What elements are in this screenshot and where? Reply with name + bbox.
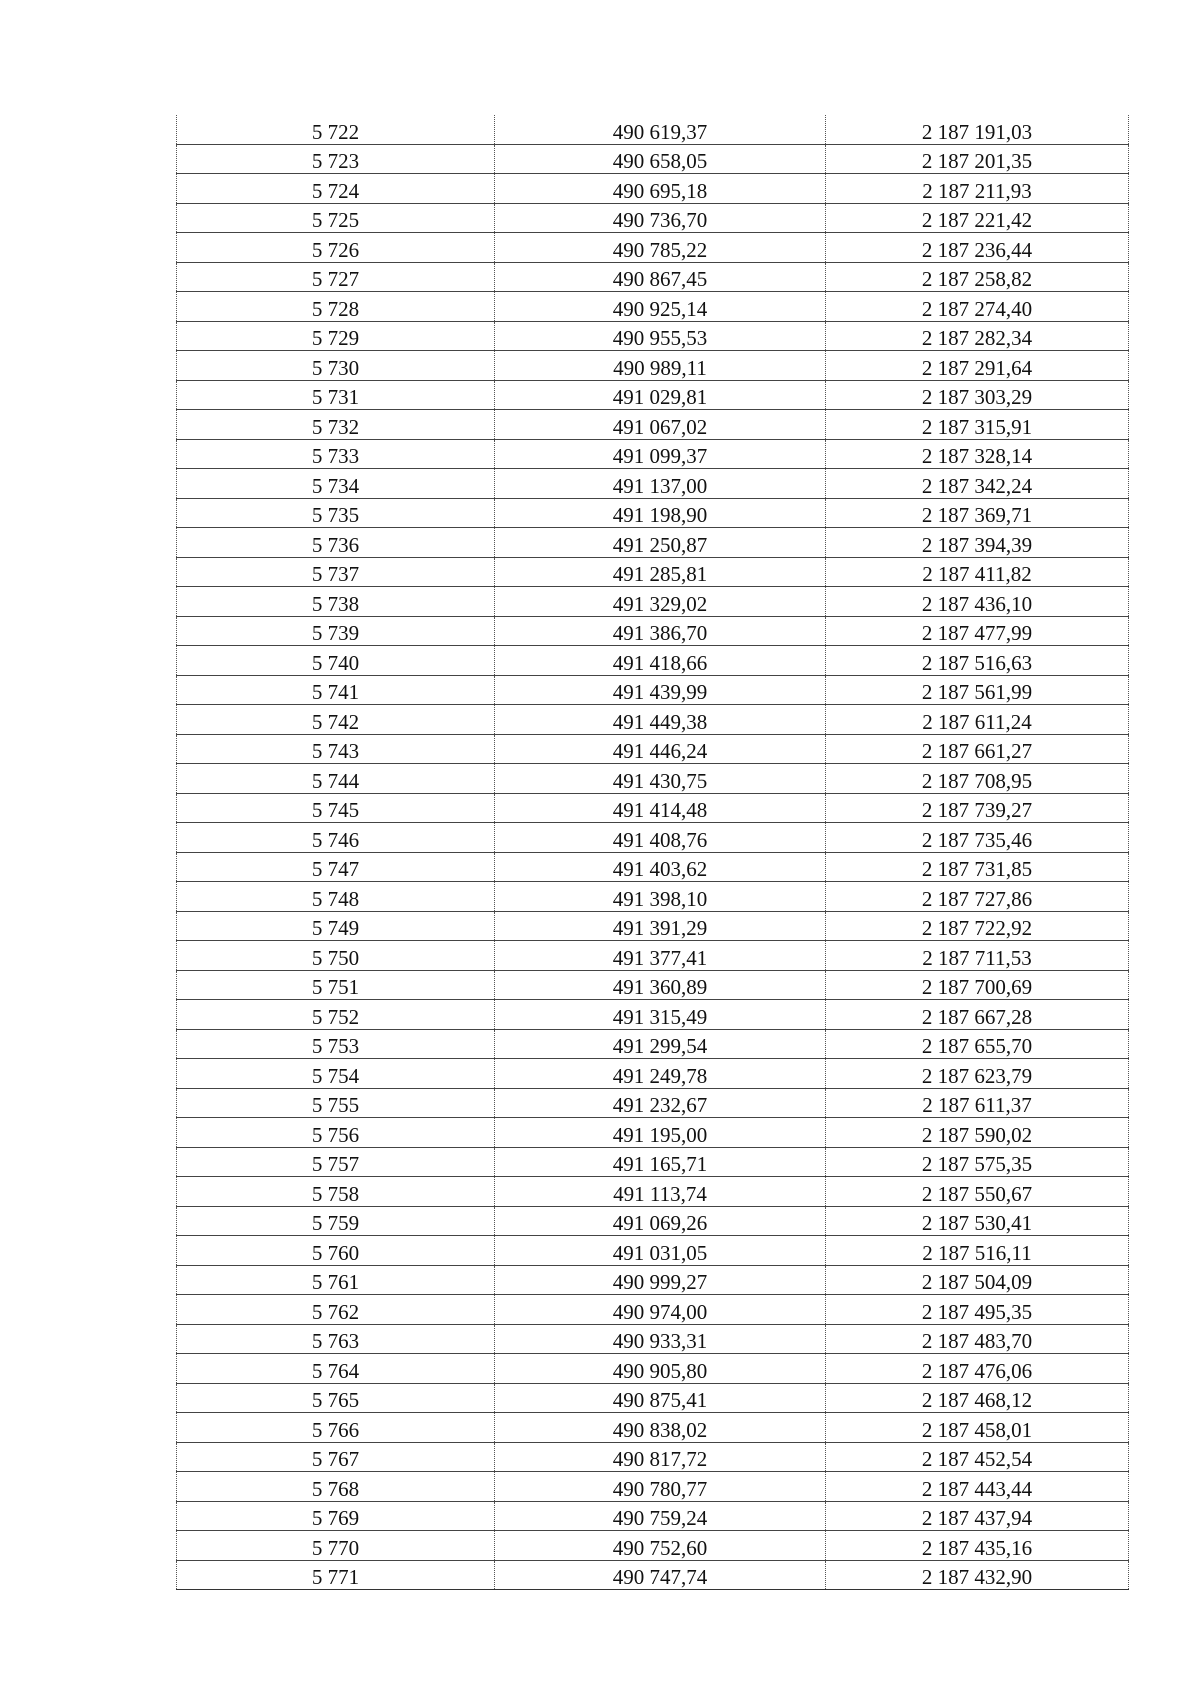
y-coordinate-cell: 2 187 731,85 [826,852,1129,882]
point-number-cell: 5 723 [177,144,495,174]
point-number-cell: 5 769 [177,1501,495,1531]
x-coordinate-cell: 490 974,00 [495,1295,826,1325]
x-coordinate-cell: 491 418,66 [495,646,826,676]
x-coordinate-cell: 491 029,81 [495,380,826,410]
y-coordinate-cell: 2 187 504,09 [826,1265,1129,1295]
point-number-cell: 5 765 [177,1383,495,1413]
x-coordinate-cell: 490 752,60 [495,1531,826,1561]
point-number-cell: 5 753 [177,1029,495,1059]
x-coordinate-cell: 491 285,81 [495,557,826,587]
x-coordinate-cell: 491 099,37 [495,439,826,469]
point-number-cell: 5 757 [177,1147,495,1177]
y-coordinate-cell: 2 187 516,11 [826,1236,1129,1266]
table-row [177,410,1129,440]
x-coordinate-cell: 491 439,99 [495,675,826,705]
table-row [177,587,1129,617]
x-coordinate-cell: 491 198,90 [495,498,826,528]
y-coordinate-cell: 2 187 291,64 [826,351,1129,381]
table-row [177,1354,1129,1384]
table-row [177,1147,1129,1177]
y-coordinate-cell: 2 187 495,35 [826,1295,1129,1325]
table-row [177,1118,1129,1148]
table-row [177,1265,1129,1295]
table-row [177,1501,1129,1531]
table-row [177,262,1129,292]
table-row [177,1177,1129,1207]
point-number-cell: 5 745 [177,793,495,823]
point-number-cell: 5 760 [177,1236,495,1266]
y-coordinate-cell: 2 187 700,69 [826,970,1129,1000]
y-coordinate-cell: 2 187 739,27 [826,793,1129,823]
table-row [177,941,1129,971]
table-row [177,823,1129,853]
x-coordinate-cell: 491 165,71 [495,1147,826,1177]
x-coordinate-cell: 490 747,74 [495,1560,826,1590]
x-coordinate-cell: 491 430,75 [495,764,826,794]
table-row [177,439,1129,469]
x-coordinate-cell: 491 299,54 [495,1029,826,1059]
point-number-cell: 5 739 [177,616,495,646]
table-row [177,1059,1129,1089]
table-row [177,1413,1129,1443]
point-number-cell: 5 747 [177,852,495,882]
point-number-cell: 5 734 [177,469,495,499]
y-coordinate-cell: 2 187 661,27 [826,734,1129,764]
point-number-cell: 5 749 [177,911,495,941]
table-row [177,705,1129,735]
table-row [177,1295,1129,1325]
y-coordinate-cell: 2 187 468,12 [826,1383,1129,1413]
table-row [177,292,1129,322]
table-row [177,233,1129,263]
x-coordinate-cell: 491 315,49 [495,1000,826,1030]
x-coordinate-cell: 491 449,38 [495,705,826,735]
point-number-cell: 5 730 [177,351,495,381]
x-coordinate-cell: 491 403,62 [495,852,826,882]
x-coordinate-cell: 490 759,24 [495,1501,826,1531]
y-coordinate-cell: 2 187 735,46 [826,823,1129,853]
table-row [177,1531,1129,1561]
point-number-cell: 5 752 [177,1000,495,1030]
point-number-cell: 5 736 [177,528,495,558]
y-coordinate-cell: 2 187 201,35 [826,144,1129,174]
point-number-cell: 5 731 [177,380,495,410]
point-number-cell: 5 743 [177,734,495,764]
x-coordinate-cell: 491 391,29 [495,911,826,941]
y-coordinate-cell: 2 187 483,70 [826,1324,1129,1354]
x-coordinate-cell: 491 031,05 [495,1236,826,1266]
table-row [177,203,1129,233]
x-coordinate-cell: 491 446,24 [495,734,826,764]
x-coordinate-cell: 490 999,27 [495,1265,826,1295]
y-coordinate-cell: 2 187 303,29 [826,380,1129,410]
x-coordinate-cell: 490 905,80 [495,1354,826,1384]
x-coordinate-cell: 490 736,70 [495,203,826,233]
y-coordinate-cell: 2 187 328,14 [826,439,1129,469]
x-coordinate-cell: 491 113,74 [495,1177,826,1207]
point-number-cell: 5 771 [177,1560,495,1590]
table-row [177,1029,1129,1059]
x-coordinate-cell: 490 695,18 [495,174,826,204]
x-coordinate-cell: 490 780,77 [495,1472,826,1502]
table-row [177,351,1129,381]
y-coordinate-cell: 2 187 623,79 [826,1059,1129,1089]
point-number-cell: 5 725 [177,203,495,233]
x-coordinate-cell: 491 249,78 [495,1059,826,1089]
y-coordinate-cell: 2 187 711,53 [826,941,1129,971]
x-coordinate-cell: 490 619,37 [495,115,826,144]
point-number-cell: 5 742 [177,705,495,735]
point-number-cell: 5 756 [177,1118,495,1148]
table-row [177,115,1129,144]
y-coordinate-cell: 2 187 258,82 [826,262,1129,292]
point-number-cell: 5 766 [177,1413,495,1443]
point-number-cell: 5 761 [177,1265,495,1295]
point-number-cell: 5 764 [177,1354,495,1384]
y-coordinate-cell: 2 187 436,10 [826,587,1129,617]
x-coordinate-cell: 490 989,11 [495,351,826,381]
x-coordinate-cell: 491 250,87 [495,528,826,558]
y-coordinate-cell: 2 187 432,90 [826,1560,1129,1590]
point-number-cell: 5 729 [177,321,495,351]
point-number-cell: 5 751 [177,970,495,1000]
table-row [177,1000,1129,1030]
table-row [177,498,1129,528]
point-number-cell: 5 746 [177,823,495,853]
x-coordinate-cell: 490 838,02 [495,1413,826,1443]
y-coordinate-cell: 2 187 477,99 [826,616,1129,646]
point-number-cell: 5 722 [177,115,495,144]
x-coordinate-cell: 491 069,26 [495,1206,826,1236]
table-row [177,1206,1129,1236]
y-coordinate-cell: 2 187 435,16 [826,1531,1129,1561]
y-coordinate-cell: 2 187 394,39 [826,528,1129,558]
y-coordinate-cell: 2 187 282,34 [826,321,1129,351]
point-number-cell: 5 763 [177,1324,495,1354]
table-row [177,852,1129,882]
y-coordinate-cell: 2 187 191,03 [826,115,1129,144]
table-row [177,970,1129,1000]
y-coordinate-cell: 2 187 315,91 [826,410,1129,440]
point-number-cell: 5 735 [177,498,495,528]
y-coordinate-cell: 2 187 708,95 [826,764,1129,794]
y-coordinate-cell: 2 187 437,94 [826,1501,1129,1531]
x-coordinate-cell: 490 867,45 [495,262,826,292]
table-row [177,1560,1129,1590]
x-coordinate-cell: 490 817,72 [495,1442,826,1472]
x-coordinate-cell: 490 658,05 [495,144,826,174]
y-coordinate-cell: 2 187 727,86 [826,882,1129,912]
table-row [177,1383,1129,1413]
y-coordinate-cell: 2 187 575,35 [826,1147,1129,1177]
y-coordinate-cell: 2 187 411,82 [826,557,1129,587]
table-row [177,882,1129,912]
point-number-cell: 5 759 [177,1206,495,1236]
point-number-cell: 5 767 [177,1442,495,1472]
x-coordinate-cell: 491 408,76 [495,823,826,853]
table-row [177,1236,1129,1266]
x-coordinate-cell: 490 933,31 [495,1324,826,1354]
x-coordinate-cell: 491 414,48 [495,793,826,823]
y-coordinate-cell: 2 187 369,71 [826,498,1129,528]
x-coordinate-cell: 491 067,02 [495,410,826,440]
table-row [177,646,1129,676]
y-coordinate-cell: 2 187 611,24 [826,705,1129,735]
table-row [177,1324,1129,1354]
point-number-cell: 5 732 [177,410,495,440]
y-coordinate-cell: 2 187 342,24 [826,469,1129,499]
point-number-cell: 5 768 [177,1472,495,1502]
point-number-cell: 5 748 [177,882,495,912]
x-coordinate-cell: 491 360,89 [495,970,826,1000]
x-coordinate-cell: 491 195,00 [495,1118,826,1148]
y-coordinate-cell: 2 187 550,67 [826,1177,1129,1207]
y-coordinate-cell: 2 187 274,40 [826,292,1129,322]
coordinates-table [176,115,1129,1590]
point-number-cell: 5 737 [177,557,495,587]
point-number-cell: 5 755 [177,1088,495,1118]
table-row [177,528,1129,558]
x-coordinate-cell: 491 386,70 [495,616,826,646]
table-row [177,174,1129,204]
table-row [177,911,1129,941]
table-row [177,380,1129,410]
table-row [177,557,1129,587]
x-coordinate-cell: 490 955,53 [495,321,826,351]
y-coordinate-cell: 2 187 667,28 [826,1000,1129,1030]
x-coordinate-cell: 491 232,67 [495,1088,826,1118]
x-coordinate-cell: 491 137,00 [495,469,826,499]
y-coordinate-cell: 2 187 516,63 [826,646,1129,676]
table-row [177,764,1129,794]
coordinates-table-body [177,115,1129,1590]
table-row [177,144,1129,174]
point-number-cell: 5 741 [177,675,495,705]
table-row [177,734,1129,764]
y-coordinate-cell: 2 187 655,70 [826,1029,1129,1059]
point-number-cell: 5 754 [177,1059,495,1089]
y-coordinate-cell: 2 187 443,44 [826,1472,1129,1502]
y-coordinate-cell: 2 187 722,92 [826,911,1129,941]
y-coordinate-cell: 2 187 561,99 [826,675,1129,705]
point-number-cell: 5 728 [177,292,495,322]
point-number-cell: 5 758 [177,1177,495,1207]
point-number-cell: 5 738 [177,587,495,617]
y-coordinate-cell: 2 187 452,54 [826,1442,1129,1472]
x-coordinate-cell: 491 377,41 [495,941,826,971]
point-number-cell: 5 770 [177,1531,495,1561]
y-coordinate-cell: 2 187 211,93 [826,174,1129,204]
y-coordinate-cell: 2 187 590,02 [826,1118,1129,1148]
point-number-cell: 5 727 [177,262,495,292]
x-coordinate-cell: 490 925,14 [495,292,826,322]
y-coordinate-cell: 2 187 221,42 [826,203,1129,233]
point-number-cell: 5 740 [177,646,495,676]
table-row [177,321,1129,351]
y-coordinate-cell: 2 187 458,01 [826,1413,1129,1443]
point-number-cell: 5 724 [177,174,495,204]
x-coordinate-cell: 490 785,22 [495,233,826,263]
point-number-cell: 5 733 [177,439,495,469]
y-coordinate-cell: 2 187 611,37 [826,1088,1129,1118]
table-row [177,616,1129,646]
table-row [177,1088,1129,1118]
point-number-cell: 5 750 [177,941,495,971]
point-number-cell: 5 726 [177,233,495,263]
y-coordinate-cell: 2 187 476,06 [826,1354,1129,1384]
x-coordinate-cell: 491 329,02 [495,587,826,617]
table-row [177,1442,1129,1472]
table-row [177,469,1129,499]
table-row [177,1472,1129,1502]
point-number-cell: 5 744 [177,764,495,794]
x-coordinate-cell: 490 875,41 [495,1383,826,1413]
y-coordinate-cell: 2 187 236,44 [826,233,1129,263]
x-coordinate-cell: 491 398,10 [495,882,826,912]
table-row [177,793,1129,823]
table-row [177,675,1129,705]
y-coordinate-cell: 2 187 530,41 [826,1206,1129,1236]
point-number-cell: 5 762 [177,1295,495,1325]
